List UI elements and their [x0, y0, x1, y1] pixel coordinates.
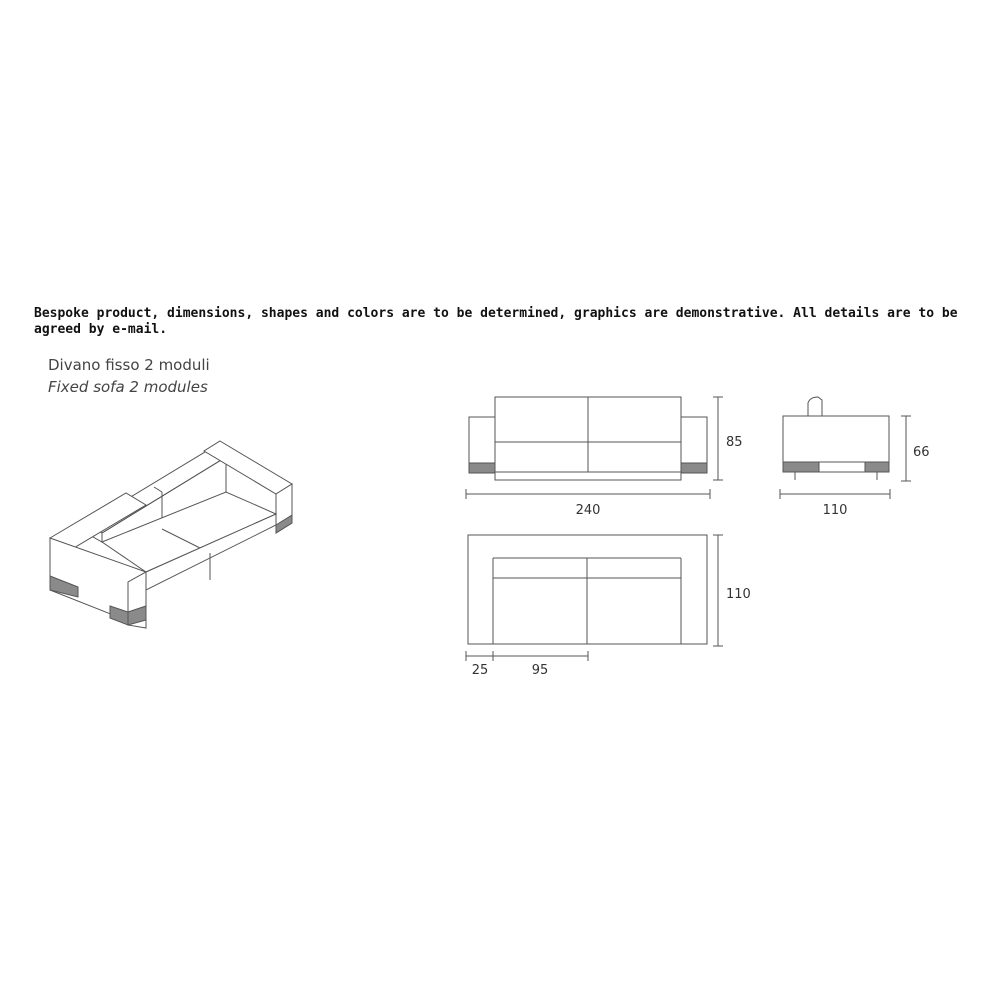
label-front-height: 85 — [726, 435, 743, 450]
label-side-height: 66 — [913, 445, 930, 460]
top-depth-dimension — [713, 535, 723, 646]
label-front-width: 240 — [575, 503, 601, 518]
side-depth-dimension — [780, 489, 890, 499]
front-height-dimension — [713, 397, 723, 480]
notice-text: Bespoke product, dimensions, shapes and colors are to be determined, graphics are demonstrative. All details are to be agreed by e-mail. — [34, 306, 958, 337]
product-title-italian: Divano fisso 2 moduli — [48, 356, 210, 374]
top-view — [468, 535, 707, 644]
front-width-dimension — [466, 489, 710, 499]
label-seat-width: 95 — [531, 663, 549, 678]
label-arm-width: 25 — [471, 663, 489, 678]
label-side-depth: 110 — [822, 503, 848, 518]
label-top-depth: 110 — [726, 587, 751, 602]
side-height-dimension — [901, 416, 911, 481]
front-view — [469, 397, 707, 480]
side-view — [783, 397, 889, 480]
top-width-dimensions — [466, 651, 588, 661]
product-title-english: Fixed sofa 2 modules — [48, 378, 208, 396]
isometric-sofa-view — [50, 441, 292, 628]
